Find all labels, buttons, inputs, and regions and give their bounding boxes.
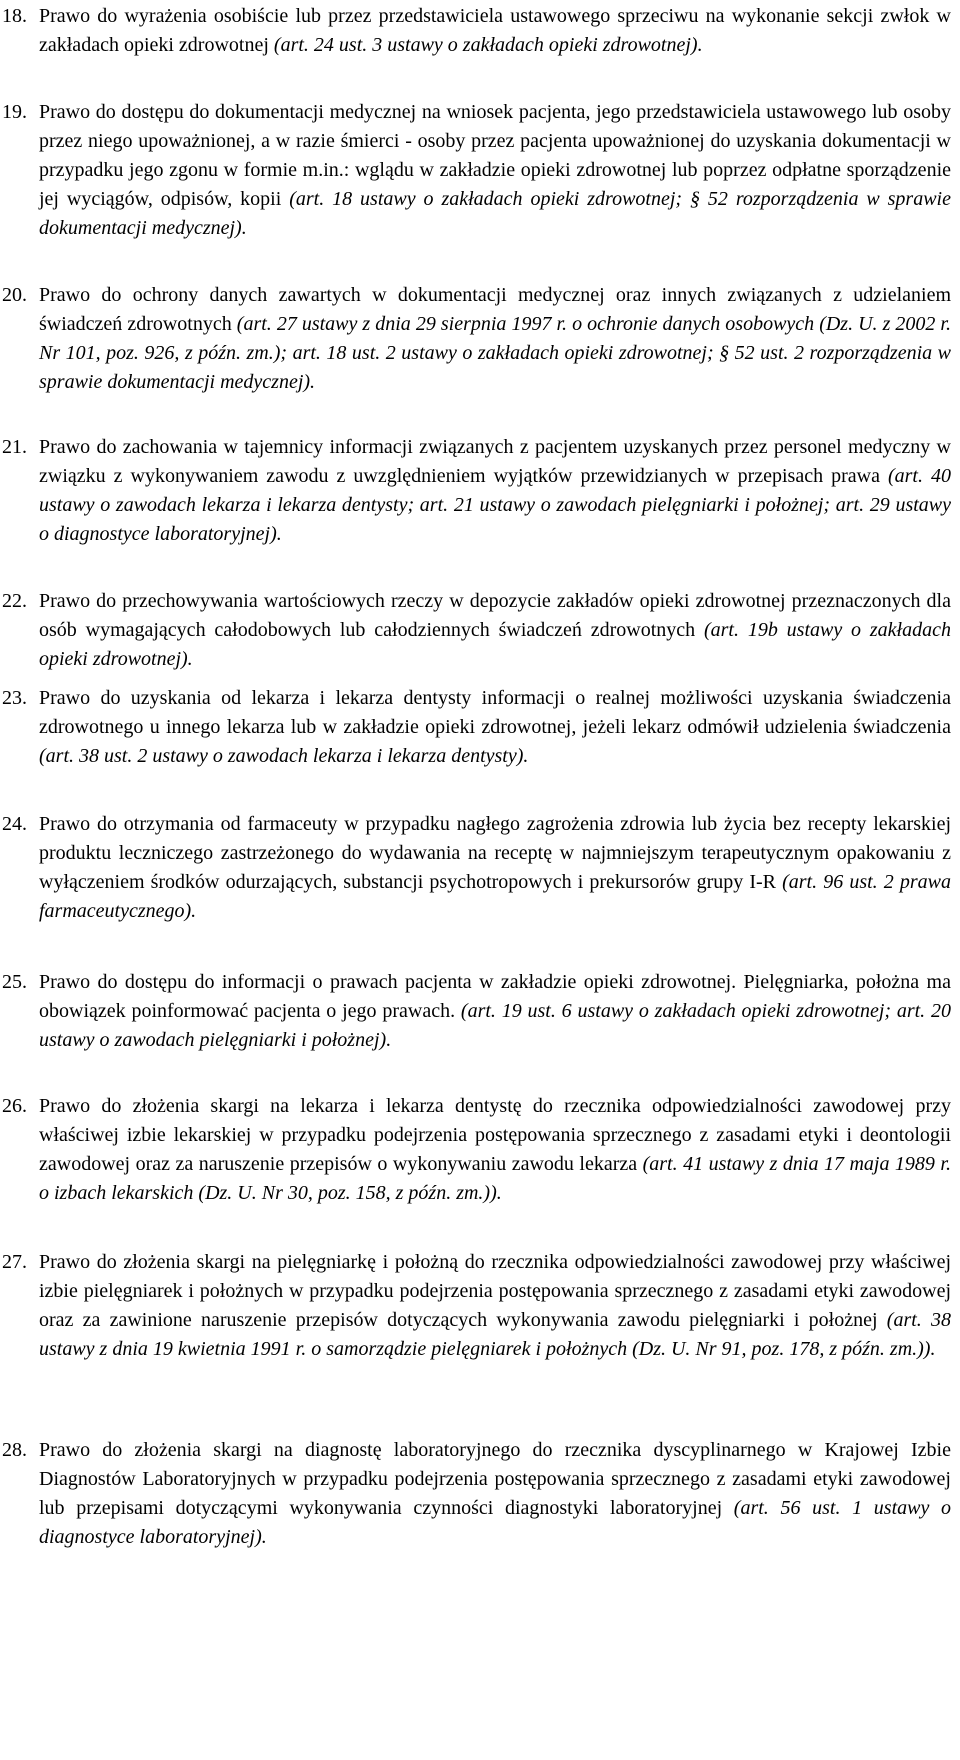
item-citation: (art. 18 ustawy o zakładach opieki zdrowotnej; § 52 rozporządzenia w sprawie dokumentacji medycznej). bbox=[39, 188, 951, 240]
item-body: Prawo do zachowania w tajemnicy informacji związanych z pacjentem uzyskanych przez personel medyczny w związku z wykonywaniem zawodu z uwzględnieniem wyjątków przewidzianych w przepisach prawa bbox=[39, 436, 951, 488]
item-citation: (art. 19b ustawy o zakładach opieki zdrowotnej). bbox=[39, 619, 951, 671]
item-body: Prawo do dostępu do dokumentacji medycznej na wniosek pacjenta, jego przedstawiciela ustawowego lub osoby przez niego upoważnionej, a w razie śmierci - osoby przez pacjenta upoważnionej do uzyskania dokumentacji w przypadku jego zgonu w formie m.in.: wglądu w zakładzie opieki zdrowotnej lub poprzez odpłatne sporządzenie jej wyciągów, odpisów, kopii bbox=[39, 101, 951, 211]
item-citation: (art. 56 ust. 1 ustawy o diagnostyce laboratoryjnej). bbox=[39, 1497, 952, 1549]
item-text bbox=[39, 968, 951, 1055]
item-number: 24. bbox=[2, 813, 27, 835]
item-number: 28. bbox=[2, 1439, 27, 1461]
item-number: 25. bbox=[2, 971, 27, 993]
item-body: Prawo do przechowywania wartościowych rzeczy w depozycie zakładów opieki zdrowotnej przeznaczonych dla osób wymagających całodobowych lub całodziennych świadczeń zdrowotnych bbox=[39, 590, 951, 642]
item-citation: (art. 41 ustawy z dnia 17 maja 1989 r. o izbach lekarskich (Dz. U. Nr 30, poz. 158, z późn. zm.)). bbox=[39, 1153, 951, 1205]
item-text bbox=[39, 98, 951, 243]
item-number: 26. bbox=[2, 1095, 27, 1117]
item-number: 27. bbox=[2, 1251, 27, 1273]
item-text bbox=[39, 1092, 951, 1208]
item-text bbox=[39, 2, 951, 60]
item-text bbox=[39, 281, 951, 397]
item-body: Prawo do wyrażenia osobiście lub przez przedstawiciela ustawowego sprzeciwu na wykonanie sekcji zwłok w zakładach opieki zdrowotnej bbox=[39, 5, 951, 57]
item-number: 18. bbox=[2, 5, 27, 27]
item-text bbox=[39, 1436, 951, 1552]
item-number: 21. bbox=[2, 436, 27, 458]
item-number: 22. bbox=[2, 590, 27, 612]
item-citation: (art. 24 ust. 3 ustawy o zakładach opieki zdrowotnej). bbox=[273, 34, 703, 57]
item-text bbox=[39, 587, 951, 674]
item-body: Prawo do ochrony danych zawartych w dokumentacji medycznej oraz innych związanych z udzielaniem świadczeń zdrowotnych bbox=[39, 284, 951, 336]
item-citation: (art. 38 ustawy z dnia 19 kwietnia 1991 r. o samorządzie pielęgniarek i położnych (Dz. U. Nr 91, poz. 178, z późn. zm.)). bbox=[39, 1309, 952, 1361]
item-text bbox=[39, 810, 951, 926]
item-text bbox=[39, 1248, 951, 1364]
item-citation: (art. 27 ustawy z dnia 29 sierpnia 1997 r. o ochronie danych osobowych (Dz. U. z 2002 r. Nr 101, poz. 926, z późn. zm.); art. 18 ust. 2 ustawy o zakładach opieki zdrowotnej; § 52 ust. 2 rozporządzenia w sprawie dokumentacji medycznej). bbox=[39, 313, 951, 394]
item-text bbox=[39, 433, 951, 549]
item-body: Prawo do złożenia skargi na diagnostę laboratoryjnego do rzecznika dyscyplinarnego w Krajowej Izbie Diagnostów Laboratoryjnych w przypadku podejrzenia postępowania sprzecznego z zasadami etyki zawodowej lub przepisami dotyczącymi wykonywania czynności diagnostyki laboratoryjnej bbox=[39, 1439, 951, 1520]
item-body: Prawo do dostępu do informacji o prawach pacjenta w zakładzie opieki zdrowotnej. Pielęgniarka, położna ma obowiązek poinformować pacjenta o jego prawach. bbox=[39, 971, 951, 1023]
item-number: 20. bbox=[2, 284, 27, 306]
item-citation: (art. 40 ustawy o zawodach lekarza i lekarza dentysty; art. 21 ustawy o zawodach pielęgniarki i położnej; art. 29 ustawy o diagnostyce laboratoryjnej). bbox=[39, 465, 951, 546]
item-text bbox=[39, 684, 951, 771]
item-citation: (art. 96 ust. 2 prawa farmaceutycznego). bbox=[39, 871, 952, 923]
item-body: Prawo do otrzymania od farmaceuty w przypadku nagłego zagrożenia zdrowia lub życia bez recepty lekarskiej produktu leczniczego zastrzeżonego do wydawania na receptę w najmniejszym terapeutycznym opakowaniu z wyłączeniem środków odurzających, substancji psychotropowych i prekursorów grupy I-R bbox=[39, 813, 951, 894]
item-body: Prawo do złożenia skargi na pielęgniarkę i położną do rzecznika odpowiedzialności zawodowej przy właściwej izbie pielęgniarek i położnych w przypadku podejrzenia postępowania sprzecznego z zasadami etyki zawodowej oraz za zawinione naruszenie przepisów dotyczących wykonywania zawodu pielęgniarki i położnej bbox=[39, 1251, 951, 1332]
item-citation: (art. 38 ust. 2 ustawy o zawodach lekarza i lekarza dentysty). bbox=[39, 745, 529, 768]
item-body: Prawo do złożenia skargi na lekarza i lekarza dentystę do rzecznika odpowiedzialności zawodowej przy właściwej izbie lekarskiej w przypadku podejrzenia postępowania sprzecznego z zasadami etyki i deontologii zawodowej oraz za naruszenie przepisów o wykonywaniu zawodu lekarza bbox=[39, 1095, 951, 1176]
item-number: 23. bbox=[2, 687, 27, 709]
item-body: Prawo do uzyskania od lekarza i lekarza dentysty informacji o realnej możliwości uzyskania świadczenia zdrowotnego u innego lekarza lub w zakładzie opieki zdrowotnej, jeżeli lekarz odmówił udzielenia świadczenia bbox=[39, 687, 951, 739]
item-number: 19. bbox=[2, 101, 27, 123]
item-citation: (art. 19 ust. 6 ustawy o zakładach opieki zdrowotnej; art. 20 ustawy o zawodach pielęgniarki i położnej). bbox=[39, 1000, 951, 1052]
